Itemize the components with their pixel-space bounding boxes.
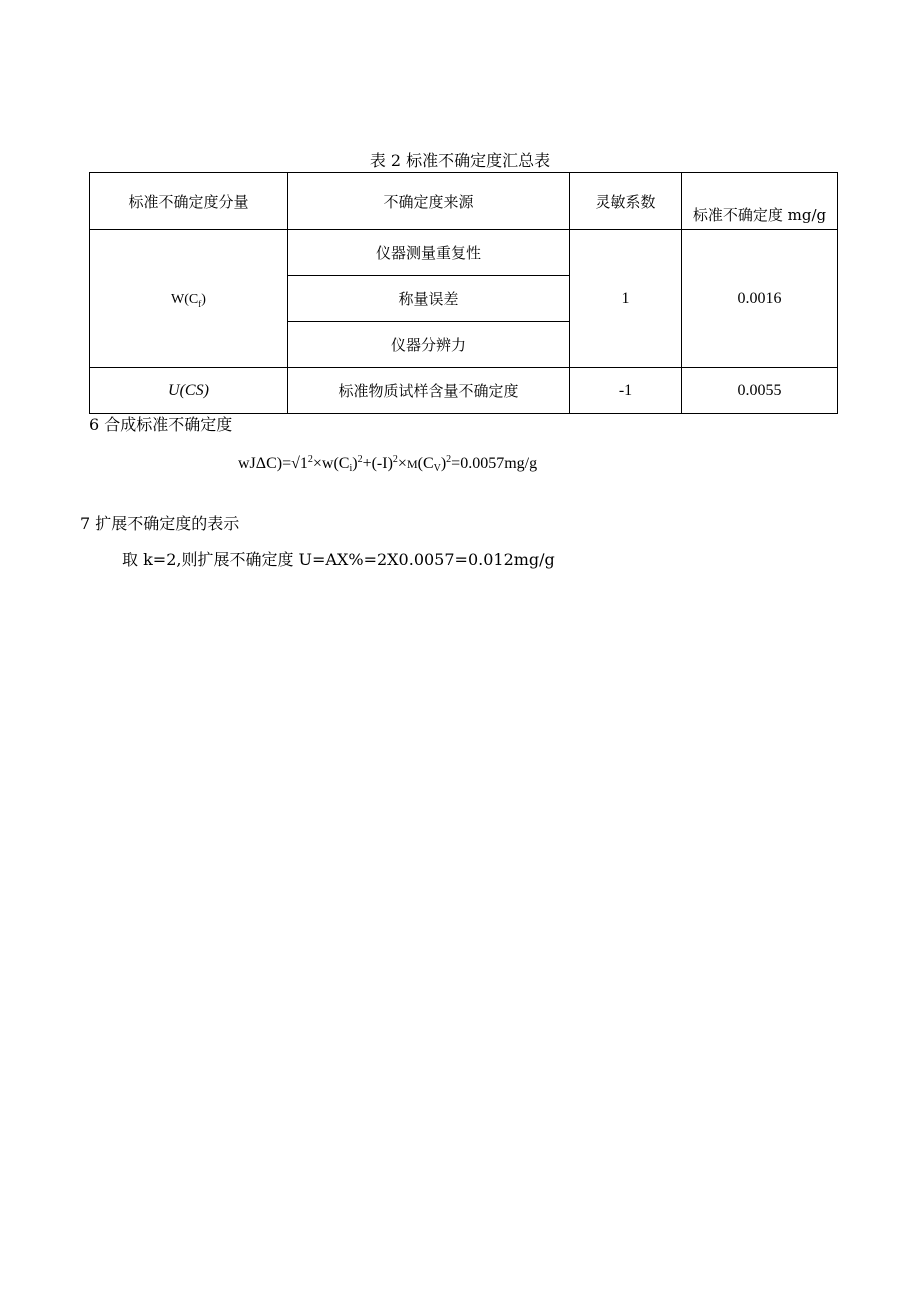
source-cell: 称量误差 [288,276,570,322]
sensitivity-cell: -1 [570,368,682,414]
sensitivity-cell: 1 [570,230,682,368]
section-7-heading: 7 扩展不确定度的表示 [80,514,240,533]
section-6-heading: 6 合成标准不确定度 [89,415,233,434]
table-caption: 表 2 标准不确定度汇总表 [369,151,551,170]
component-symbol: $W(C_f)$ [171,291,206,309]
component-cell [90,230,288,368]
uncertainty-summary-table [89,172,838,414]
source-cell: 仪器分辨力 [288,322,570,368]
header-component: 标准不确定度分量 [90,173,288,230]
source-cell: 仪器测量重复性 [288,230,570,276]
uncertainty-cell: 0.0055 [682,368,838,414]
table-row [90,368,838,414]
source-cell: 标准物质试样含量不确定度 [288,368,570,414]
header-uncertainty: 标准不确定度 mg/g [682,173,838,230]
table-header-row [90,173,838,230]
component-cell: U(CS) [90,368,288,414]
table-row [90,230,838,276]
header-sensitivity: 灵敏系数 [570,173,682,230]
header-source: 不确定度来源 [288,173,570,230]
uncertainty-cell: 0.0016 [682,230,838,368]
expanded-uncertainty-text: 取 k=2,则扩展不确定度 U=AX%=2X0.0057=0.012mg∕g [122,550,555,569]
combined-uncertainty-formula: $wJ\Delta C)=√1^2\times w(C_i)^2+(-I)^2\times M(C_V)^2=0.0057mg/g$ [238,454,538,474]
